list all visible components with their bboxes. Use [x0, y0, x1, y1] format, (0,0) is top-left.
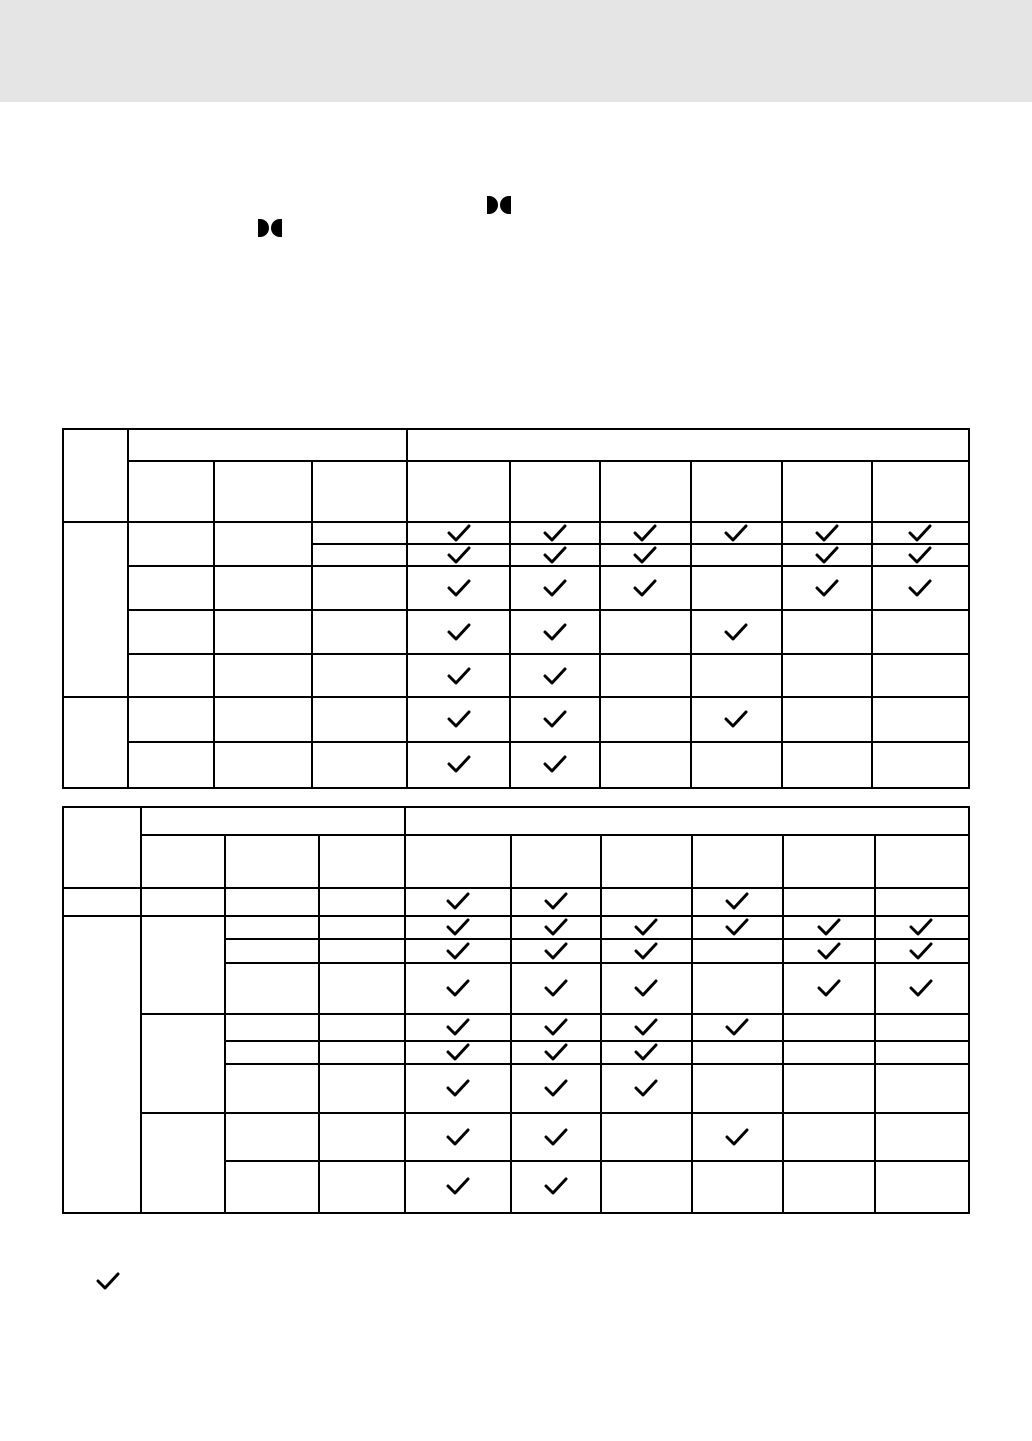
check-mark-icon	[447, 754, 471, 774]
check-mark-icon	[543, 622, 567, 642]
check-mark-icon	[908, 523, 932, 543]
check-mark-icon	[633, 545, 657, 565]
check-mark-icon	[817, 917, 841, 937]
check-mark-icon	[447, 523, 471, 543]
check-mark-icon	[725, 1127, 749, 1147]
check-mark-icon	[447, 666, 471, 686]
check-mark-icon	[815, 545, 839, 565]
check-mark-icon	[909, 917, 933, 937]
check-mark-icon	[446, 1017, 470, 1037]
check-mark-icon	[634, 941, 658, 961]
check-mark-icon	[817, 978, 841, 998]
check-mark-icon	[544, 1042, 568, 1062]
check-mark-icon	[96, 1271, 120, 1291]
check-mark-icon	[446, 941, 470, 961]
check-mark-icon	[544, 978, 568, 998]
check-mark-icon	[446, 917, 470, 937]
check-mark-icon	[446, 891, 470, 911]
check-mark-icon	[447, 578, 471, 598]
check-mark-icon	[543, 578, 567, 598]
check-mark-icon	[725, 891, 749, 911]
check-mark-icon	[447, 622, 471, 642]
check-mark-icon	[544, 917, 568, 937]
check-mark-icon	[446, 1078, 470, 1098]
check-mark-icon	[724, 709, 748, 729]
check-mark-icon	[909, 978, 933, 998]
check-mark-icon	[446, 1176, 470, 1196]
check-mark-icon	[908, 545, 932, 565]
check-mark-icon	[634, 1042, 658, 1062]
check-mark-icon	[908, 578, 932, 598]
check-mark-icon	[543, 523, 567, 543]
check-mark-icon	[633, 523, 657, 543]
dolby-logo-icon	[258, 219, 282, 237]
check-mark-icon	[633, 578, 657, 598]
check-mark-icon	[446, 1127, 470, 1147]
check-mark-icon	[725, 1017, 749, 1037]
check-mark-icon	[543, 545, 567, 565]
table-1-grid	[64, 430, 968, 787]
check-mark-icon	[817, 941, 841, 961]
check-mark-icon	[724, 622, 748, 642]
check-mark-icon	[543, 709, 567, 729]
check-mark-icon	[447, 709, 471, 729]
check-mark-icon	[543, 754, 567, 774]
check-mark-icon	[544, 1176, 568, 1196]
check-mark-icon	[724, 523, 748, 543]
check-mark-icon	[815, 523, 839, 543]
check-mark-icon	[634, 1078, 658, 1098]
check-mark-icon	[725, 917, 749, 937]
header-band	[0, 0, 1032, 102]
check-mark-icon	[446, 978, 470, 998]
check-mark-icon	[544, 1127, 568, 1147]
check-mark-icon	[815, 578, 839, 598]
check-mark-icon	[909, 941, 933, 961]
check-mark-icon	[544, 891, 568, 911]
compatibility-table-2	[62, 806, 970, 1214]
check-mark-icon	[544, 1017, 568, 1037]
compatibility-table-1	[62, 428, 970, 789]
check-mark-icon	[544, 1078, 568, 1098]
dolby-logo-icon	[487, 196, 511, 214]
check-mark-icon	[634, 978, 658, 998]
check-mark-icon	[634, 1017, 658, 1037]
check-mark-icon	[447, 545, 471, 565]
table-2-grid	[64, 808, 968, 1212]
check-mark-icon	[446, 1042, 470, 1062]
check-mark-icon	[544, 941, 568, 961]
check-mark-icon	[634, 917, 658, 937]
check-mark-icon	[543, 666, 567, 686]
